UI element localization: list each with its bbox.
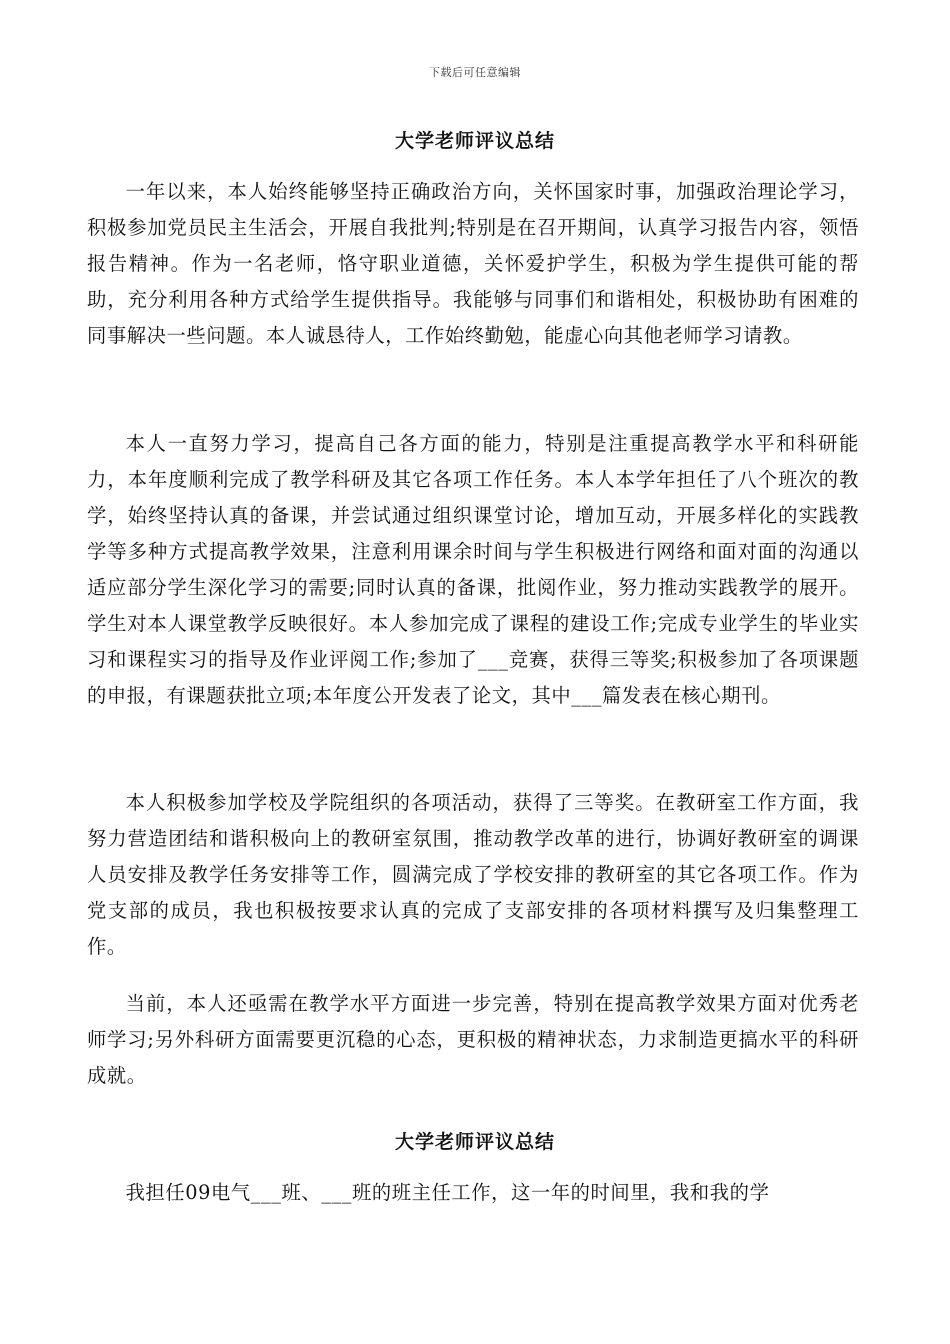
paragraph: 本人一直努力学习，提高自己各方面的能力，特别是注重提高教学水平和科研能力，本年度顺利完成了教学科研及其它各项工作任务。本人本学年担任了八个班次的教学，始终坚持认真的备课，并尝试通过组织课堂讨论，增加互动，开展多样化的实践教学等多种方式提高教学效果，注意利用课余时间与学生积极进行网络和面对面的沟通以适应部分学生深化学习的需要;同时认真的备课，批阅作业，努力推动实践教学的展开。学生对本人课堂教学反映很好。本人参加完成了课程的建设工作;完成专业学生的毕业实习和课程实习的指导及作业评阅工作;参加了___竞赛，获得三等奖;积极参加了各项课题的申报，有课题获批立项;本年度公开发表了论文，其中___篇发表在核心期刊。 [87, 432, 859, 707]
paragraph: 当前，本人还亟需在教学水平方面进一步完善，特别在提高教学效果方面对优秀老师学习;另外科研方面需要更沉稳的心态，更积极的精神状态，力求制造更搞水平的科研成就。 [87, 992, 859, 1087]
paragraph: 一年以来，本人始终能够坚持正确政治方向，关怀国家时事，加强政治理论学习，积极参加党员民主生活会，开展自我批判;特别是在召开期间，认真学习报告内容，领悟报告精神。作为一名老师，恪守职业道德，关怀爱护学生，积极为学生提供可能的帮助，充分利用各种方式给学生提供指导。我能够与同事们和谐相处，积极协助有困难的同事解决一些问题。本人诚恳待人，工作始终勤勉，能虚心向其他老师学习请教。 [87, 180, 859, 347]
header-note: 下载后可任意编辑 [429, 66, 521, 79]
paragraph: 本人积极参加学校及学院组织的各项活动，获得了三等奖。在教研室工作方面，我努力营造团结和谐积极向上的教研室氛围，推动教学改革的进行，协调好教研室的调课人员安排及教学任务安排等工作，圆满完成了学校安排的教研室的其它各项工作。作为党支部的成员，我也积极按要求认真的完成了支部安排的各项材料撰写及归集整理工作。 [87, 791, 859, 958]
section-title: 大学老师评议总结 [394, 1131, 555, 1153]
section-title: 大学老师评议总结 [394, 130, 555, 152]
paragraph: 我担任09电气___班、___班的班主任工作，这一年的时间里，我和我的学 [125, 1181, 770, 1204]
